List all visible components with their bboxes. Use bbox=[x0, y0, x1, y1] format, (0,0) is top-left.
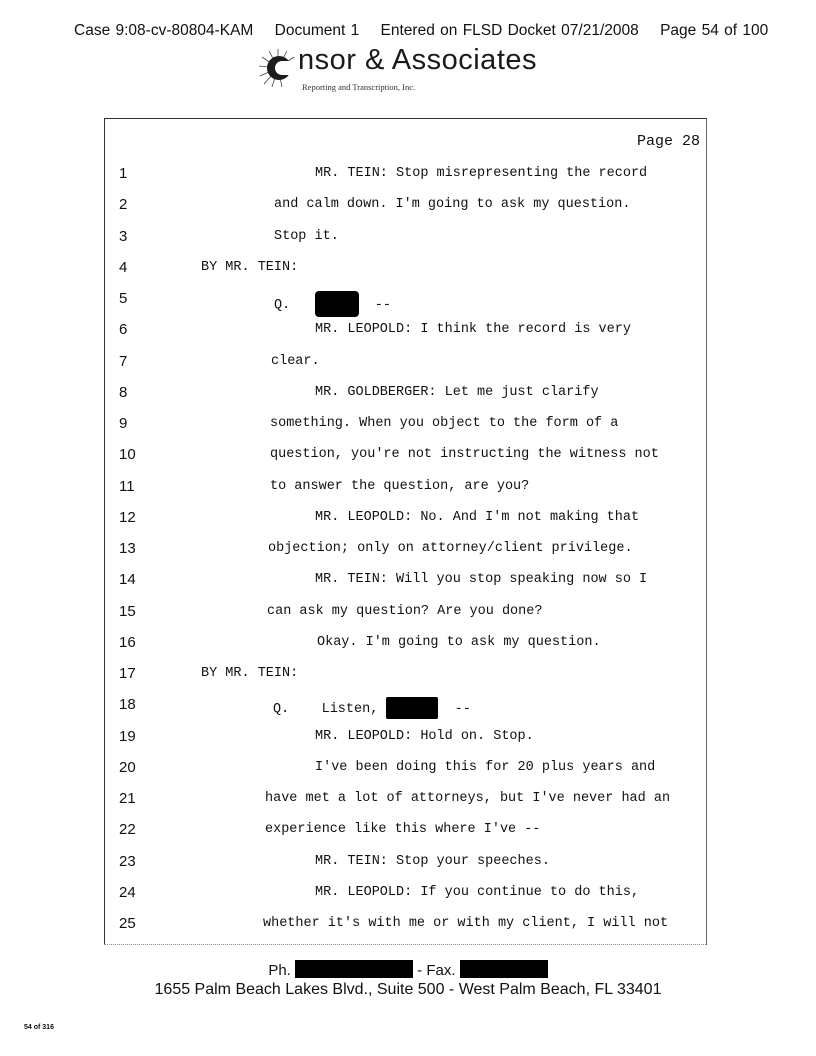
line-number: 22 bbox=[119, 821, 136, 839]
line-text: MR. LEOPOLD: Hold on. Stop. bbox=[315, 728, 534, 744]
line-number: 14 bbox=[119, 571, 136, 589]
line-text: BY MR. TEIN: bbox=[201, 666, 299, 681]
line-text-before: Q. bbox=[274, 298, 291, 313]
line-text: clear. bbox=[271, 353, 320, 369]
line-number: 13 bbox=[119, 540, 136, 557]
transcript-lines bbox=[105, 160, 706, 941]
case-number: Case 9:08-cv-80804-KAM bbox=[74, 22, 254, 39]
line-number: 23 bbox=[119, 852, 136, 870]
transcript-line bbox=[105, 629, 706, 660]
line-number: 6 bbox=[119, 321, 128, 339]
fax-redaction bbox=[460, 960, 548, 978]
line-number: 24 bbox=[119, 883, 136, 901]
line-text: BY MR. TEIN: bbox=[201, 259, 299, 275]
line-text: Stop it. bbox=[274, 228, 339, 244]
line-number: 15 bbox=[119, 602, 136, 620]
transcript-line bbox=[105, 598, 706, 629]
line-text: something. When you object to the form of a bbox=[270, 416, 619, 431]
line-number: 10 bbox=[119, 446, 136, 464]
transcript-line bbox=[105, 504, 706, 535]
bates-page-count: 54 of 316 bbox=[24, 1024, 54, 1031]
page-of-total: Page 54 of 100 bbox=[660, 22, 769, 39]
document-label: Document 1 bbox=[274, 22, 360, 39]
line-text: MR. GOLDBERGER: Let me just clarify bbox=[315, 384, 599, 400]
footer-contact bbox=[0, 960, 816, 979]
line-text: can ask my question? Are you done? bbox=[267, 603, 543, 619]
line-text: MR. LEOPOLD: If you continue to do this, bbox=[315, 884, 640, 900]
case-header bbox=[74, 22, 768, 40]
line-number: 25 bbox=[119, 915, 136, 932]
redaction-block bbox=[386, 697, 438, 719]
redaction-block bbox=[315, 291, 359, 317]
line-number: 11 bbox=[119, 477, 135, 495]
line-number: 9 bbox=[119, 415, 128, 432]
transcript-line bbox=[105, 723, 706, 754]
line-text: MR. TEIN: Will you stop speaking now so I bbox=[315, 572, 648, 588]
line-text: MR. LEOPOLD: No. And I'm not making that bbox=[315, 509, 640, 525]
transcript-line bbox=[105, 254, 706, 285]
line-number: 12 bbox=[119, 508, 136, 526]
transcript-line bbox=[105, 535, 706, 566]
line-text: have met a lot of attorneys, but I've never had an bbox=[265, 791, 671, 806]
transcript-line bbox=[105, 816, 706, 847]
line-number: 7 bbox=[119, 352, 128, 370]
line-text bbox=[274, 291, 391, 317]
line-number: 2 bbox=[119, 196, 128, 214]
transcript-page bbox=[104, 118, 707, 945]
line-number: 8 bbox=[119, 383, 128, 401]
transcript-line bbox=[105, 160, 706, 191]
phone-label: Ph. bbox=[268, 962, 291, 979]
line-text: question, you're not instructing the witness not bbox=[270, 447, 659, 463]
line-text-after: -- bbox=[374, 298, 391, 313]
line-text: MR. LEOPOLD: I think the record is very bbox=[315, 322, 631, 338]
transcript-line bbox=[105, 879, 706, 910]
line-number: 21 bbox=[119, 790, 136, 807]
transcript-line bbox=[105, 223, 706, 254]
docket-entry: Entered on FLSD Docket 07/21/2008 bbox=[380, 22, 639, 39]
transcript-line bbox=[105, 566, 706, 597]
transcript-line bbox=[105, 379, 706, 410]
line-text-after: -- bbox=[454, 702, 471, 718]
transcript-page-number: Page 28 bbox=[636, 133, 700, 150]
transcript-line bbox=[105, 754, 706, 785]
line-number: 19 bbox=[119, 727, 136, 745]
line-text: MR. TEIN: Stop your speeches. bbox=[315, 853, 550, 869]
line-text: Okay. I'm going to ask my question. bbox=[317, 634, 601, 650]
company-tagline: Reporting and Transcription, Inc. bbox=[302, 82, 416, 92]
footer-address: 1655 Palm Beach Lakes Blvd., Suite 500 - West Palm Beach, FL 33401 bbox=[154, 981, 662, 998]
transcript-line bbox=[105, 660, 706, 691]
transcript-line bbox=[105, 473, 706, 504]
transcript-line bbox=[105, 316, 706, 347]
transcript-line bbox=[105, 848, 706, 879]
transcript-line bbox=[105, 285, 706, 316]
company-name: nsor & Associates bbox=[298, 44, 537, 76]
transcript-line bbox=[105, 410, 706, 441]
line-text: to answer the question, are you? bbox=[270, 478, 530, 494]
transcript-line bbox=[105, 691, 706, 722]
phone-redaction bbox=[295, 960, 413, 978]
line-text: I've been doing this for 20 plus years and bbox=[315, 759, 656, 775]
line-number: 1 bbox=[119, 165, 128, 182]
line-text: objection; only on attorney/client privilege. bbox=[268, 541, 633, 556]
transcript-line bbox=[105, 785, 706, 816]
line-number: 5 bbox=[119, 290, 128, 307]
line-text bbox=[273, 697, 471, 719]
rising-sun-emblem-icon bbox=[258, 48, 298, 88]
line-text: experience like this where I've -- bbox=[265, 822, 541, 838]
line-number: 20 bbox=[119, 758, 136, 776]
line-text: whether it's with me or with my client, I will not bbox=[263, 916, 669, 931]
company-logo bbox=[258, 44, 558, 100]
line-text: MR. TEIN: Stop misrepresenting the record bbox=[315, 166, 648, 181]
fax-label: - Fax. bbox=[417, 962, 456, 979]
transcript-line bbox=[105, 441, 706, 472]
transcript-line bbox=[105, 348, 706, 379]
line-text-before: Q. Listen, bbox=[273, 702, 379, 718]
line-number: 17 bbox=[119, 665, 136, 682]
transcript-line bbox=[105, 910, 706, 941]
line-number: 18 bbox=[119, 696, 136, 714]
transcript-line bbox=[105, 191, 706, 222]
line-number: 16 bbox=[119, 633, 136, 651]
line-text: and calm down. I'm going to ask my question. bbox=[274, 197, 631, 213]
page-bottom-border bbox=[104, 944, 706, 945]
line-number: 3 bbox=[119, 227, 128, 245]
line-number: 4 bbox=[119, 258, 128, 276]
